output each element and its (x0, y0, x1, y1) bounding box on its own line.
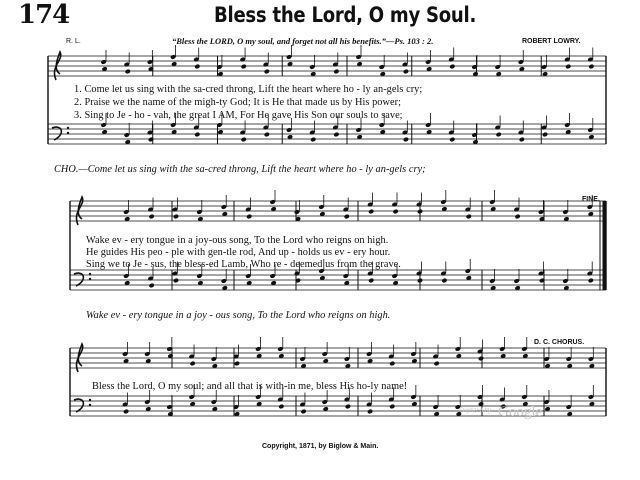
bass-1-notehead (194, 132, 200, 138)
bass-1-notehead (542, 132, 548, 138)
scripture-epigraph: “Bless the LORD, O my soul, and forget not all his benefits.”—Ps. 103 : 2. (172, 36, 434, 46)
bass-3-notehead (278, 404, 284, 410)
watermark-logo: Google (498, 404, 543, 420)
bass-3-notehead (345, 404, 351, 410)
treble-2-notehead (417, 209, 423, 215)
bass-2-notehead (148, 283, 154, 289)
treble-1-notehead (241, 64, 247, 70)
bass-3-notehead (367, 409, 373, 415)
watermark-caption: Digitized by (460, 408, 492, 414)
bass-1-notehead (264, 132, 270, 138)
chorus-line-b: Wake ev - ery tongue in a joy - ous song, To the Lord who reigns on high. (86, 310, 391, 321)
verse-3-line-b: Sing we to Je - sus, the bless-ed Lamb, Who re - deemed us from the grave. (86, 259, 401, 270)
treble-1-notehead (125, 69, 131, 75)
verse-3-line-a: 3. Sing to Je - ho - vah, the great I AM, For He gave His Son our souls to save; (74, 110, 403, 121)
composer-credit: ROBERT LOWRY. (522, 38, 581, 45)
treble-3-notehead (190, 361, 196, 367)
tune-reference: R. L. (66, 38, 81, 45)
bass-3-notehead (123, 409, 129, 415)
bass-clef-dot-1 (67, 132, 69, 134)
bass-1-notehead (403, 137, 409, 143)
treble-3-notehead (478, 356, 484, 362)
bass-1-notehead (310, 137, 316, 143)
treble-1-notehead (449, 64, 455, 70)
bass-clef-dot-3 (89, 404, 91, 406)
bass-2-notehead (588, 278, 594, 284)
verse-1-line-a: 1. Come let us sing with the sa-cred throng, Lift the heart where ho - ly an-gels cry; (74, 84, 423, 95)
hymn-title: Bless the Lord, O my Soul. (214, 3, 477, 27)
treble-1-notehead (588, 64, 594, 70)
refrain-lyric: Bless the Lord, O my soul; and all that is with-in me, bless His ho-ly name! (92, 381, 408, 392)
bass-clef-dot-1 (67, 127, 69, 129)
dc-chorus-marking: D. C. CHORUS. (534, 339, 585, 346)
treble-1-notehead (403, 69, 409, 75)
chorus-line-a: CHO.—Come let us sing with the sa-cred throng, Lift the heart where ho - ly an-gels cry; (54, 164, 426, 175)
treble-1-notehead (333, 69, 339, 75)
treble-2-notehead (368, 209, 374, 215)
bass-clef-dot-2 (89, 273, 91, 275)
treble-2-notehead (514, 214, 520, 220)
treble-2-notehead (466, 214, 472, 220)
bass-1-notehead (449, 137, 455, 143)
bass-2-notehead (441, 278, 447, 284)
treble-2-notehead (246, 214, 252, 220)
bass-2-notehead (417, 278, 423, 284)
bass-3-notehead (300, 409, 306, 415)
treble-2-notehead (344, 214, 350, 220)
treble-1-notehead (565, 64, 571, 70)
treble-2-notehead (392, 209, 398, 215)
bass-2-notehead (368, 278, 374, 284)
bass-1-notehead (496, 132, 502, 138)
copyright-notice: Copyright, 1871, by Biglow & Main. (262, 443, 379, 450)
bass-clef-dot-3 (89, 399, 91, 401)
treble-1-notehead (264, 69, 270, 75)
bass-3-notehead (389, 404, 395, 410)
bass-1-notehead (241, 137, 247, 143)
verse-2-line-a: 2. Praise we the name of the migh-ty God; It is He that made us by His power; (74, 97, 401, 108)
fine-marking: FINE. (582, 196, 600, 203)
bass-1-notehead (333, 132, 339, 138)
treble-3-notehead (234, 361, 240, 367)
bass-1-notehead (519, 137, 525, 143)
verse-1-line-b: Wake ev - ery tongue in a joy-ous song, To the Lord who reigns on high. (86, 235, 389, 246)
hymn-number: 174 (18, 0, 70, 30)
verse-2-line-b: He guides His peo - ple with gen-tle rod, And up - holds us ev - ery hour. (86, 247, 391, 258)
treble-3-notehead (434, 361, 440, 367)
treble-2-notehead (148, 214, 154, 220)
bass-2-notehead (173, 278, 179, 284)
treble-2-notehead (173, 214, 179, 220)
treble-3-notehead (389, 361, 395, 367)
treble-1-notehead (194, 64, 200, 70)
bass-clef-dot-2 (89, 278, 91, 280)
